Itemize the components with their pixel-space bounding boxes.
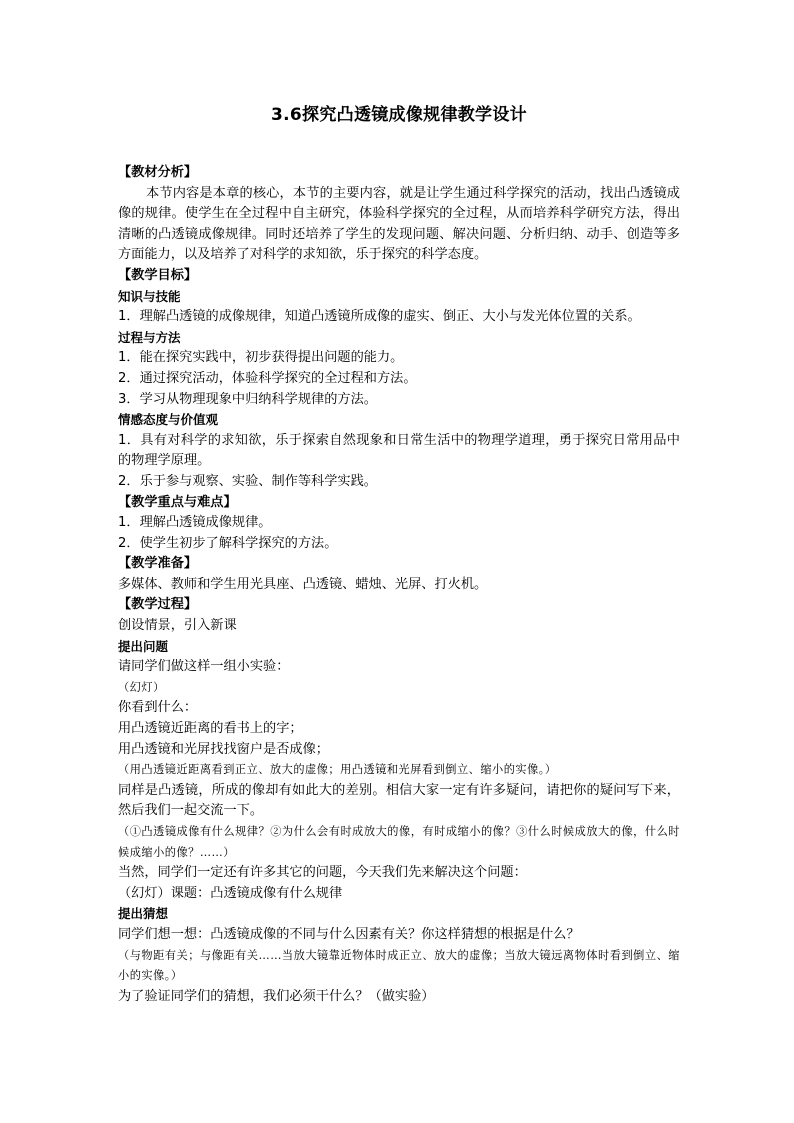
scene-text: 创设情景，引入新课 [118, 618, 237, 634]
guess-line-1: 同学们想一想：凸透镜成像的不同与什么因素有关？你这样猜想的根据是什么？ [118, 926, 580, 942]
process-heading: 过程与方法 [118, 329, 181, 345]
ask-line-1: 请同学们做这样一组小实验： [118, 659, 290, 675]
ask-line-6: 当然，同学们一定还有许多其它的问题，今天我们先来解决这个问题： [118, 865, 527, 881]
emotion-item-1: 1．具有对科学的求知欲，乐于探索自然现象和日常生活中的物理学道理，勇于探究日常用品中的物理学原理。 [118, 432, 680, 469]
key-point-2: 2．使学生初步了解科学探究的方法。 [118, 535, 338, 551]
ask-line-2: 你看到什么： [118, 700, 198, 716]
ask-line-4: 用凸透镜和光屏找找窗户是否成像； [118, 741, 329, 757]
ask-note-3: （①凸透镜成像有什么规律？②为什么会有时成放大的像，有时成缩小的像？③什么时候成放大的像，什么时候成缩小的像？……） [118, 825, 680, 859]
guess-line-2: 为了验证同学们的猜想，我们必须干什么？（做实验） [118, 988, 435, 1004]
page-title: 3.6探究凸透镜成像规律教学设计 [271, 105, 527, 125]
goals-heading: 【教学目标】 [118, 267, 198, 283]
process-item-1: 1．能在探究实践中，初步获得提出问题的能力。 [118, 350, 404, 366]
knowledge-heading: 知识与技能 [118, 288, 181, 304]
ask-line-7: （幻灯）课题：凸透镜成像有什么规律 [118, 885, 343, 901]
analysis-heading: 【教材分析】 [118, 165, 198, 180]
preparation-heading: 【教学准备】 [118, 556, 198, 572]
ask-line-3: 用凸透镜近距离的看书上的字； [118, 721, 303, 737]
process-item-3: 3．学习从物理现象中归纳科学规律的方法。 [118, 391, 377, 407]
procedure-heading: 【教学过程】 [118, 597, 198, 613]
preparation-text: 多媒体、教师和学生用光具座、凸透镜、蜡烛、光屏、打火机。 [118, 576, 488, 592]
key-points-heading: 【教学重点与难点】 [118, 494, 237, 510]
ask-question-heading: 提出问题 [118, 638, 169, 654]
ask-line-5: 同样是凸透镜，所成的像却有如此大的差别。相信大家一定有许多疑问，请把你的疑问写下来，然后我们一起交流一下。 [118, 782, 680, 819]
guess-heading: 提出猜想 [118, 906, 169, 922]
ask-note-1: （幻灯） [118, 680, 165, 694]
process-item-2: 2．通过探究活动，体验科学探究的全过程和方法。 [118, 370, 417, 386]
document-page [118, 100, 680, 1007]
knowledge-item-1: 1．理解凸透镜的成像规律，知道凸透镜所成像的虚实、倒正、大小与发光体位置的关系。 [118, 309, 641, 325]
key-point-1: 1．理解凸透镜成像规律。 [118, 515, 272, 531]
analysis-paragraph: 本节内容是本章的核心，本节的主要内容，就是让学生通过科学探究的活动，找出凸透镜成像的规律。使学生在全过程中自主研究，体验科学探究的全过程，从而培养科学研究方法，得出清晰的凸透镜成像规律。同时还培养了学生的发现问题、解决问题、分析归纳、动手、创造等多方面能力，以及培养了对科学的求知欲，乐于探究的科学态度。 [118, 185, 680, 263]
guess-note: （与物距有关；与像距有关……当放大镜靠近物体时成正立、放大的虚像；当放大镜远离物体时看到倒立、缩小的实像。） [118, 948, 680, 983]
emotion-heading: 情感态度与价值观 [118, 412, 219, 428]
ask-note-2: （用凸透镜近距离看到正立、放大的虚像；用凸透镜和光屏看到倒立、缩小的实像。） [118, 763, 557, 777]
emotion-item-2: 2．乐于参与观察、实验、制作等科学实践。 [118, 473, 377, 489]
